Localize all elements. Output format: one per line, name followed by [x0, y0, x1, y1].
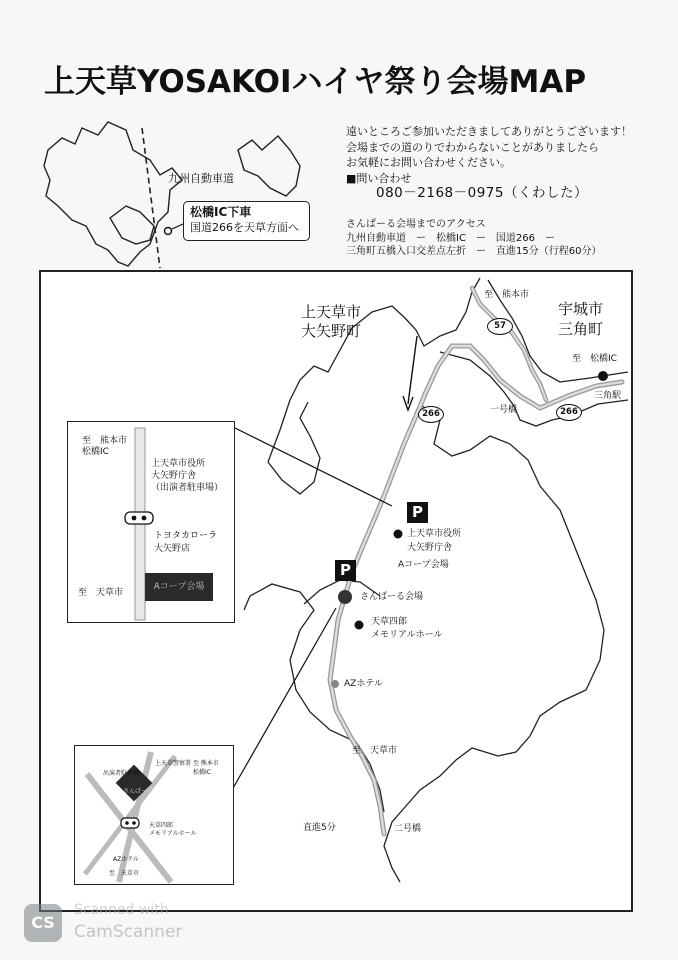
info-block	[346, 124, 666, 202]
city-hall-label-2: 大矢野庁舎	[407, 543, 453, 553]
sanpaaru-label: さんぱーる会場	[360, 592, 424, 602]
access-line-1: 九州自動車道 ー 松橋IC ー 国道266 ー	[346, 232, 556, 244]
access-heading: さんぱーる会場までのアクセス	[346, 219, 486, 230]
inset1-to-kumamoto-1: 至 熊本市	[82, 436, 128, 446]
inset2-label-i: 至 天草市	[109, 870, 140, 877]
info-line-3: お気軽にお問い合わせください。	[346, 156, 511, 169]
page-title: 上天草YOSAKOIハイヤ祭り会場MAP	[44, 64, 587, 100]
watermark-line-1: Scanned with	[74, 902, 169, 918]
acoop-label: Aコープ会場	[398, 560, 449, 570]
misumi-station-label: 三角駅	[594, 391, 622, 401]
inset1-acoop-box: Aコープ会場	[145, 573, 213, 601]
shiro-hall-label-1: 天草四郎	[371, 617, 408, 627]
to-amakusa-label: 至 天草市	[352, 746, 398, 756]
route-57-shield: 57	[487, 318, 513, 335]
inset-map-sanpaaru	[74, 745, 234, 885]
inset1-to-amakusa: 至 天草市	[78, 588, 124, 598]
inset1-hall-2: 大矢野庁舎	[151, 471, 197, 481]
route-266-shield-east: 266	[556, 404, 582, 421]
info-line-2: 会場までの道のりでわからないことがありましたら	[346, 140, 599, 154]
inset1-hall-1: 上天草市役所	[151, 459, 206, 469]
inset1-toyota-1: トヨタカローラ	[154, 531, 218, 541]
to-kumamoto-label: 至 熊本市	[484, 290, 530, 300]
shiro-hall-marker	[355, 621, 364, 630]
matsubase-callout	[183, 201, 310, 241]
inset2-label-d: 松橋IC	[193, 769, 211, 776]
inset2-label-b: 出演者駐車場	[103, 770, 140, 777]
inset2-label-g: メモリアルホール	[149, 830, 197, 837]
info-line-1: 遠いところご参加いただきましてありがとうございます！	[346, 125, 632, 138]
route-266-shield-main: 266	[418, 406, 444, 423]
area-label-kamiamakusa: 上天草市	[301, 303, 362, 321]
city-hall-label-1: 上天草市役所	[407, 529, 462, 539]
overview-coastline	[44, 122, 300, 266]
inset2-label-h: AZホテル	[113, 856, 139, 863]
matsubase-ic-marker	[165, 228, 172, 235]
first-bridge-label: 一号橋	[490, 405, 518, 415]
inset2-label-c: 至 熊本市	[193, 760, 219, 767]
access-line-2: 三角町五橋入口交差点左折 ー 直進15分（行程60分）	[346, 246, 602, 257]
city-hall-marker	[394, 530, 403, 539]
watermark-line-2: CamScanner	[74, 922, 183, 942]
straight-5min-label: 直進5分	[303, 823, 336, 833]
shiro-hall-label-2: メモリアルホール	[371, 630, 443, 640]
area-label-uki: 宇城市	[558, 300, 604, 318]
inset1-toyota-2: 大矢野店	[154, 544, 191, 554]
camscanner-logo-icon: CS	[24, 904, 62, 942]
az-hotel-label: AZホテル	[344, 679, 383, 689]
inset2-label-e: さんぱーる	[123, 788, 154, 795]
contact-phone: 080－2168－0975（くわした）	[376, 185, 588, 201]
expressway-label: 九州自動車道	[168, 172, 234, 185]
misumi-station-marker	[598, 371, 608, 381]
contact-label: ■問い合わせ	[346, 171, 412, 185]
parking-icon-city-hall: P	[407, 502, 428, 523]
inset1-to-kumamoto-2: 松橋IC	[82, 447, 109, 457]
second-bridge-label: 二号橋	[394, 824, 422, 834]
callout-line-1: 松橋IC下車	[190, 205, 252, 219]
to-matsubase-label: 至 松橋IC	[572, 354, 617, 364]
parking-icon-sanpaaru: P	[335, 560, 356, 581]
access-block	[346, 218, 666, 259]
inset1-hall-3: （出演者駐車場）	[151, 483, 224, 493]
area-label-oyano: 大矢野町	[301, 322, 362, 340]
sanpaaru-marker	[338, 590, 352, 604]
callout-line-2: 国道266を天草方面へ	[190, 221, 299, 234]
inset2-label-f: 天草四郎	[149, 822, 174, 829]
expressway-line	[142, 128, 160, 268]
az-hotel-marker	[331, 680, 339, 688]
area-label-misumi: 三角町	[558, 320, 604, 338]
inset2-label-a: 上天草警察署	[155, 760, 192, 767]
